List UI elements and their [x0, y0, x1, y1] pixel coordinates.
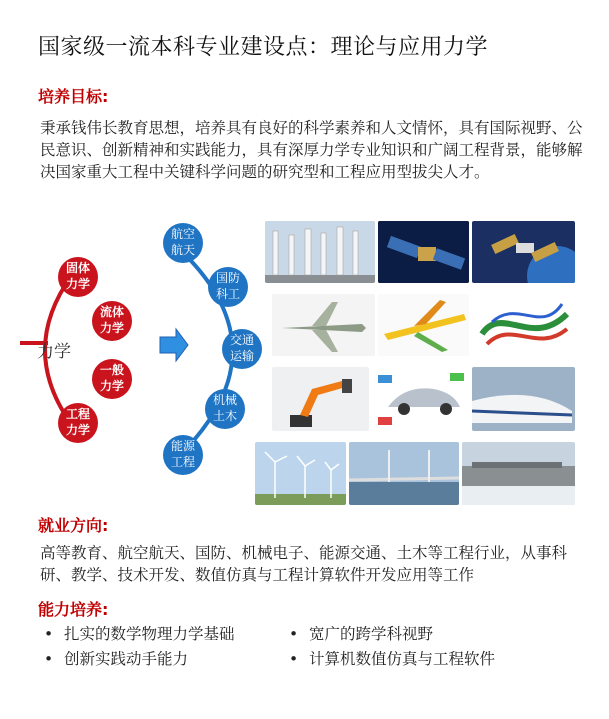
ability-list — [44, 622, 564, 672]
svg-text:力学: 力学 — [65, 277, 91, 291]
goal-text: 秉承钱伟长教育思想，培养具有良好的科学素养和人文情怀，具有国际视野、公民意识、创新精神和实践能力，具有深厚力学专业知识和广阔工程背景，能够解决国家重大工程中关键科学问题的研究型和工程应用型拔尖人才。 — [40, 119, 583, 181]
dam-image — [462, 442, 575, 505]
field-aerospace — [163, 223, 203, 263]
svg-text:土木: 土木 — [212, 409, 238, 423]
svg-text:流体: 流体 — [99, 305, 125, 319]
svg-text:一般: 一般 — [99, 363, 125, 377]
branch-solid — [58, 257, 98, 297]
list-item: • 扎实的数学物理力学基础 — [44, 625, 235, 643]
svg-text:力学: 力学 — [99, 379, 125, 393]
svg-text:能源: 能源 — [170, 439, 196, 453]
field-energy — [163, 435, 203, 475]
ability-heading: 能力培养: — [38, 600, 109, 619]
space-station-image — [472, 221, 575, 283]
flow-sim-image — [472, 294, 575, 356]
svg-text:力学: 力学 — [65, 423, 91, 437]
car-sim-image — [374, 367, 469, 431]
center-label: 力学 — [37, 342, 71, 362]
list-item: • 计算机数值仿真与工程软件 — [289, 650, 496, 668]
svg-text:交通: 交通 — [229, 333, 255, 347]
field-mech-civil — [205, 389, 245, 429]
employment-text: 高等教育、航空航天、国防、机械电子、能源交通、土木等工程行业，从事科研、教学、技术开发、数值仿真与工程计算软件开发应用等工作 — [40, 544, 568, 584]
satellite-image — [378, 221, 469, 283]
page-title: 国家级一流本科专业建设点：理论与应用力学 — [38, 35, 489, 60]
cfd-plane-image — [378, 294, 469, 356]
bullet-train-image — [472, 367, 575, 431]
goal-heading: 培养目标: — [38, 87, 109, 106]
svg-text:机械: 机械 — [212, 393, 238, 407]
branch-general — [92, 359, 132, 399]
employment-heading: 就业方向: — [38, 516, 109, 535]
field-transport — [222, 329, 262, 369]
bridge-image — [349, 442, 459, 505]
branch-fluid — [92, 301, 132, 341]
robot-arm-image — [272, 367, 369, 431]
branch-engineering — [58, 403, 98, 443]
svg-text:科工: 科工 — [215, 287, 241, 301]
wind-turbines-image — [255, 442, 346, 505]
svg-text:航空: 航空 — [170, 227, 196, 241]
list-item: • 宽广的跨学科视野 — [289, 625, 434, 643]
svg-text:航天: 航天 — [170, 243, 196, 257]
svg-text:运输: 运输 — [229, 349, 255, 363]
arrow-icon — [160, 329, 188, 361]
list-item: • 创新实践动手能力 — [44, 650, 189, 668]
aircraft-model-image — [272, 294, 375, 356]
rockets-image — [265, 221, 375, 283]
svg-text:工程: 工程 — [65, 407, 91, 421]
field-defense — [208, 267, 248, 307]
svg-text:力学: 力学 — [99, 321, 125, 335]
svg-text:国防: 国防 — [215, 271, 241, 285]
svg-text:固体: 固体 — [65, 261, 91, 275]
svg-text:工程: 工程 — [170, 455, 196, 469]
